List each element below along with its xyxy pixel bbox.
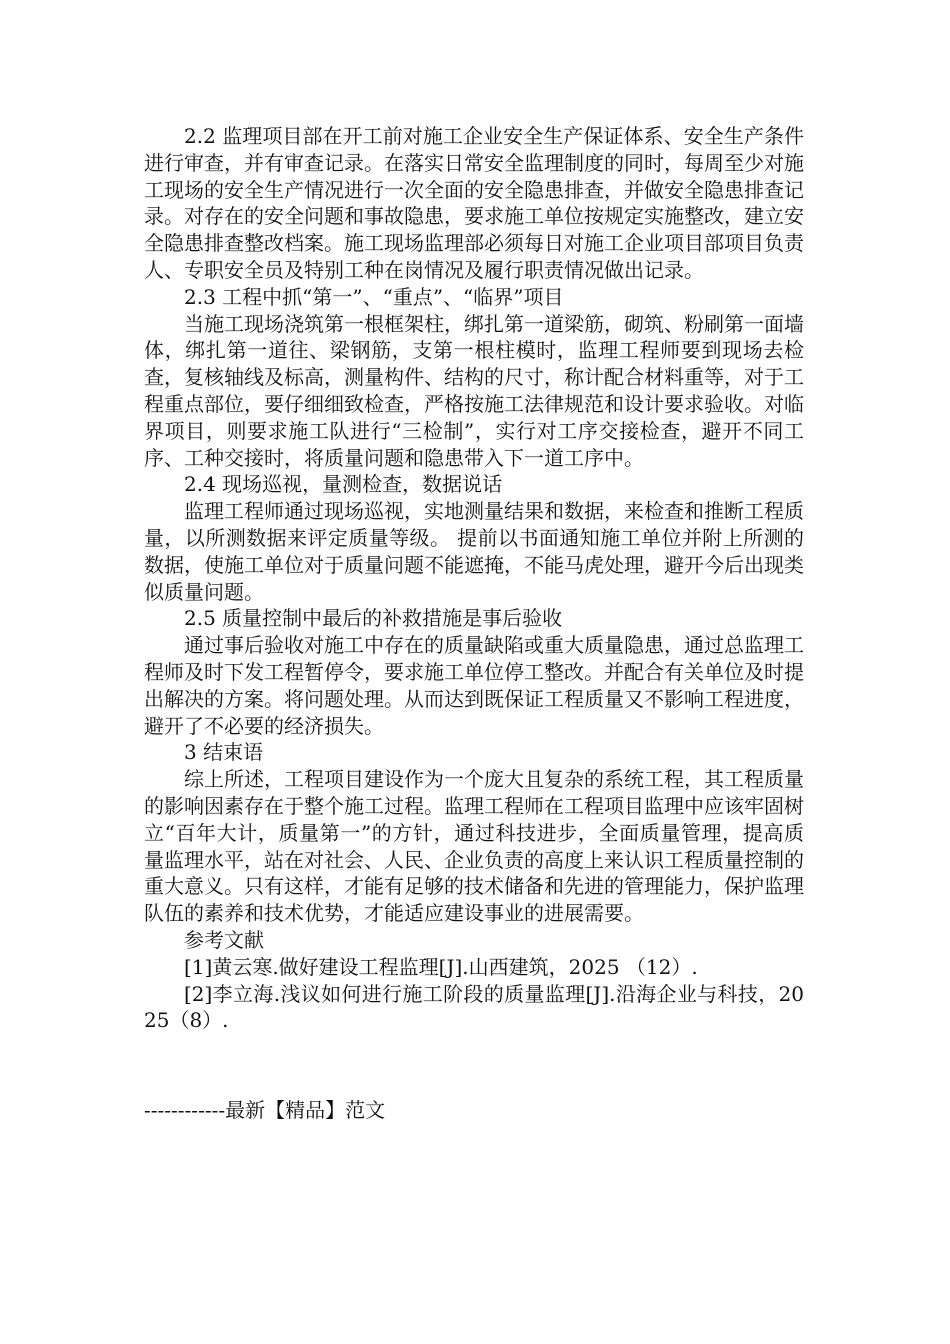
references-heading: 参考文献 — [184, 927, 264, 952]
paragraph-2-3-body: 当施工现场浇筑第一根框架柱，绑扎第一道梁筋，砌筑、粉刷第一面墙体，绑扎第一道往、梁钢筋，支第一根柱模时，监理工程师要到现场去检查，复核轴线及标高，测量构件、结构的尺寸，称计配合材料重等，对于工程重点部位，要仔细细致检查，严格按施工法律规范和设计要求验收。对临界项目，则要求施工队进行“三检制”，实行对工序交接检查，避开不同工序、工种交接时，将质量问题和隐患带入下一道工序中。 — [144, 311, 804, 470]
heading-2-4: 2.4 现场巡视，量测检查，数据说话 — [184, 472, 503, 497]
paragraph-2-2: 2.2 监理项目部在开工前对施工企业安全生产保证体系、安全生产条件进行审查，并有审查记录。在落实日常安全监理制度的同时，每周至少对施工现场的安全生产情况进行一次全面的安全隐患排查，并做安全隐患排查记录。对存在的安全问题和事故隐患，要求施工单位按规定实施整改，建立安全隐患排查整改档案。施工现场监理部必须每日对施工企业项目部项目负责人、专职安全员及特别工种在岗情况及履行职责情况做出记录。 — [144, 124, 804, 282]
paragraph-2-5-body: 通过事后验收对施工中存在的质量缺陷或重大质量隐患，通过总监理工程师及时下发工程暂停令，要求施工单位停工整改。并配合有关单位及时提出解决的方案。将问题处理。从而达到既保证工程质量又不影响工程进度，避开了不必要的经济损失。 — [144, 633, 804, 738]
reference-item-1: [1]黄云寒.做好建设工程监理[J].山西建筑，2025 （12）. — [184, 954, 698, 979]
document-body — [144, 123, 804, 1034]
paragraph-conclusion-body: 综上所述，工程项目建设作为一个庞大且复杂的系统工程，其工程质量的影响因素存在于整个施工过程。监理工程师在工程项目监理中应该牢固树立“百年大计，质量第一”的方针，通过科技进步，全面质量管理，提高质量监理水平，站在对社会、人民、企业负责的高度上来认识工程质量控制的重大意义。只有这样，才能有足够的技术储备和先进的管理能力，保护监理队伍的素养和技术优势，才能适应建设事业的进展需要。 — [144, 767, 804, 926]
paragraph-2-4-body: 监理工程师通过现场巡视，实地测量结果和数据，来检查和推断工程质量，以所测数据来评定质量等级。 提前以书面通知施工单位并附上所测的数据，使施工单位对于质量问题不能遮掩，不能马虎处理，避开今后出现类似质量问题。 — [144, 499, 804, 604]
heading-3-conclusion: 3 结束语 — [184, 740, 264, 765]
heading-2-3: 2.3 工程中抓“第一”、“重点”、“临界”项目 — [184, 284, 564, 309]
heading-2-5: 2.5 质量控制中最后的补救措施是事后验收 — [184, 606, 563, 631]
footer-banner: ------------最新【精品】范文 — [144, 1098, 386, 1122]
reference-item-2: [2]李立海.浅议如何进行施工阶段的质量监理[J].沿海企业与科技，2025（8）. — [144, 981, 804, 1033]
